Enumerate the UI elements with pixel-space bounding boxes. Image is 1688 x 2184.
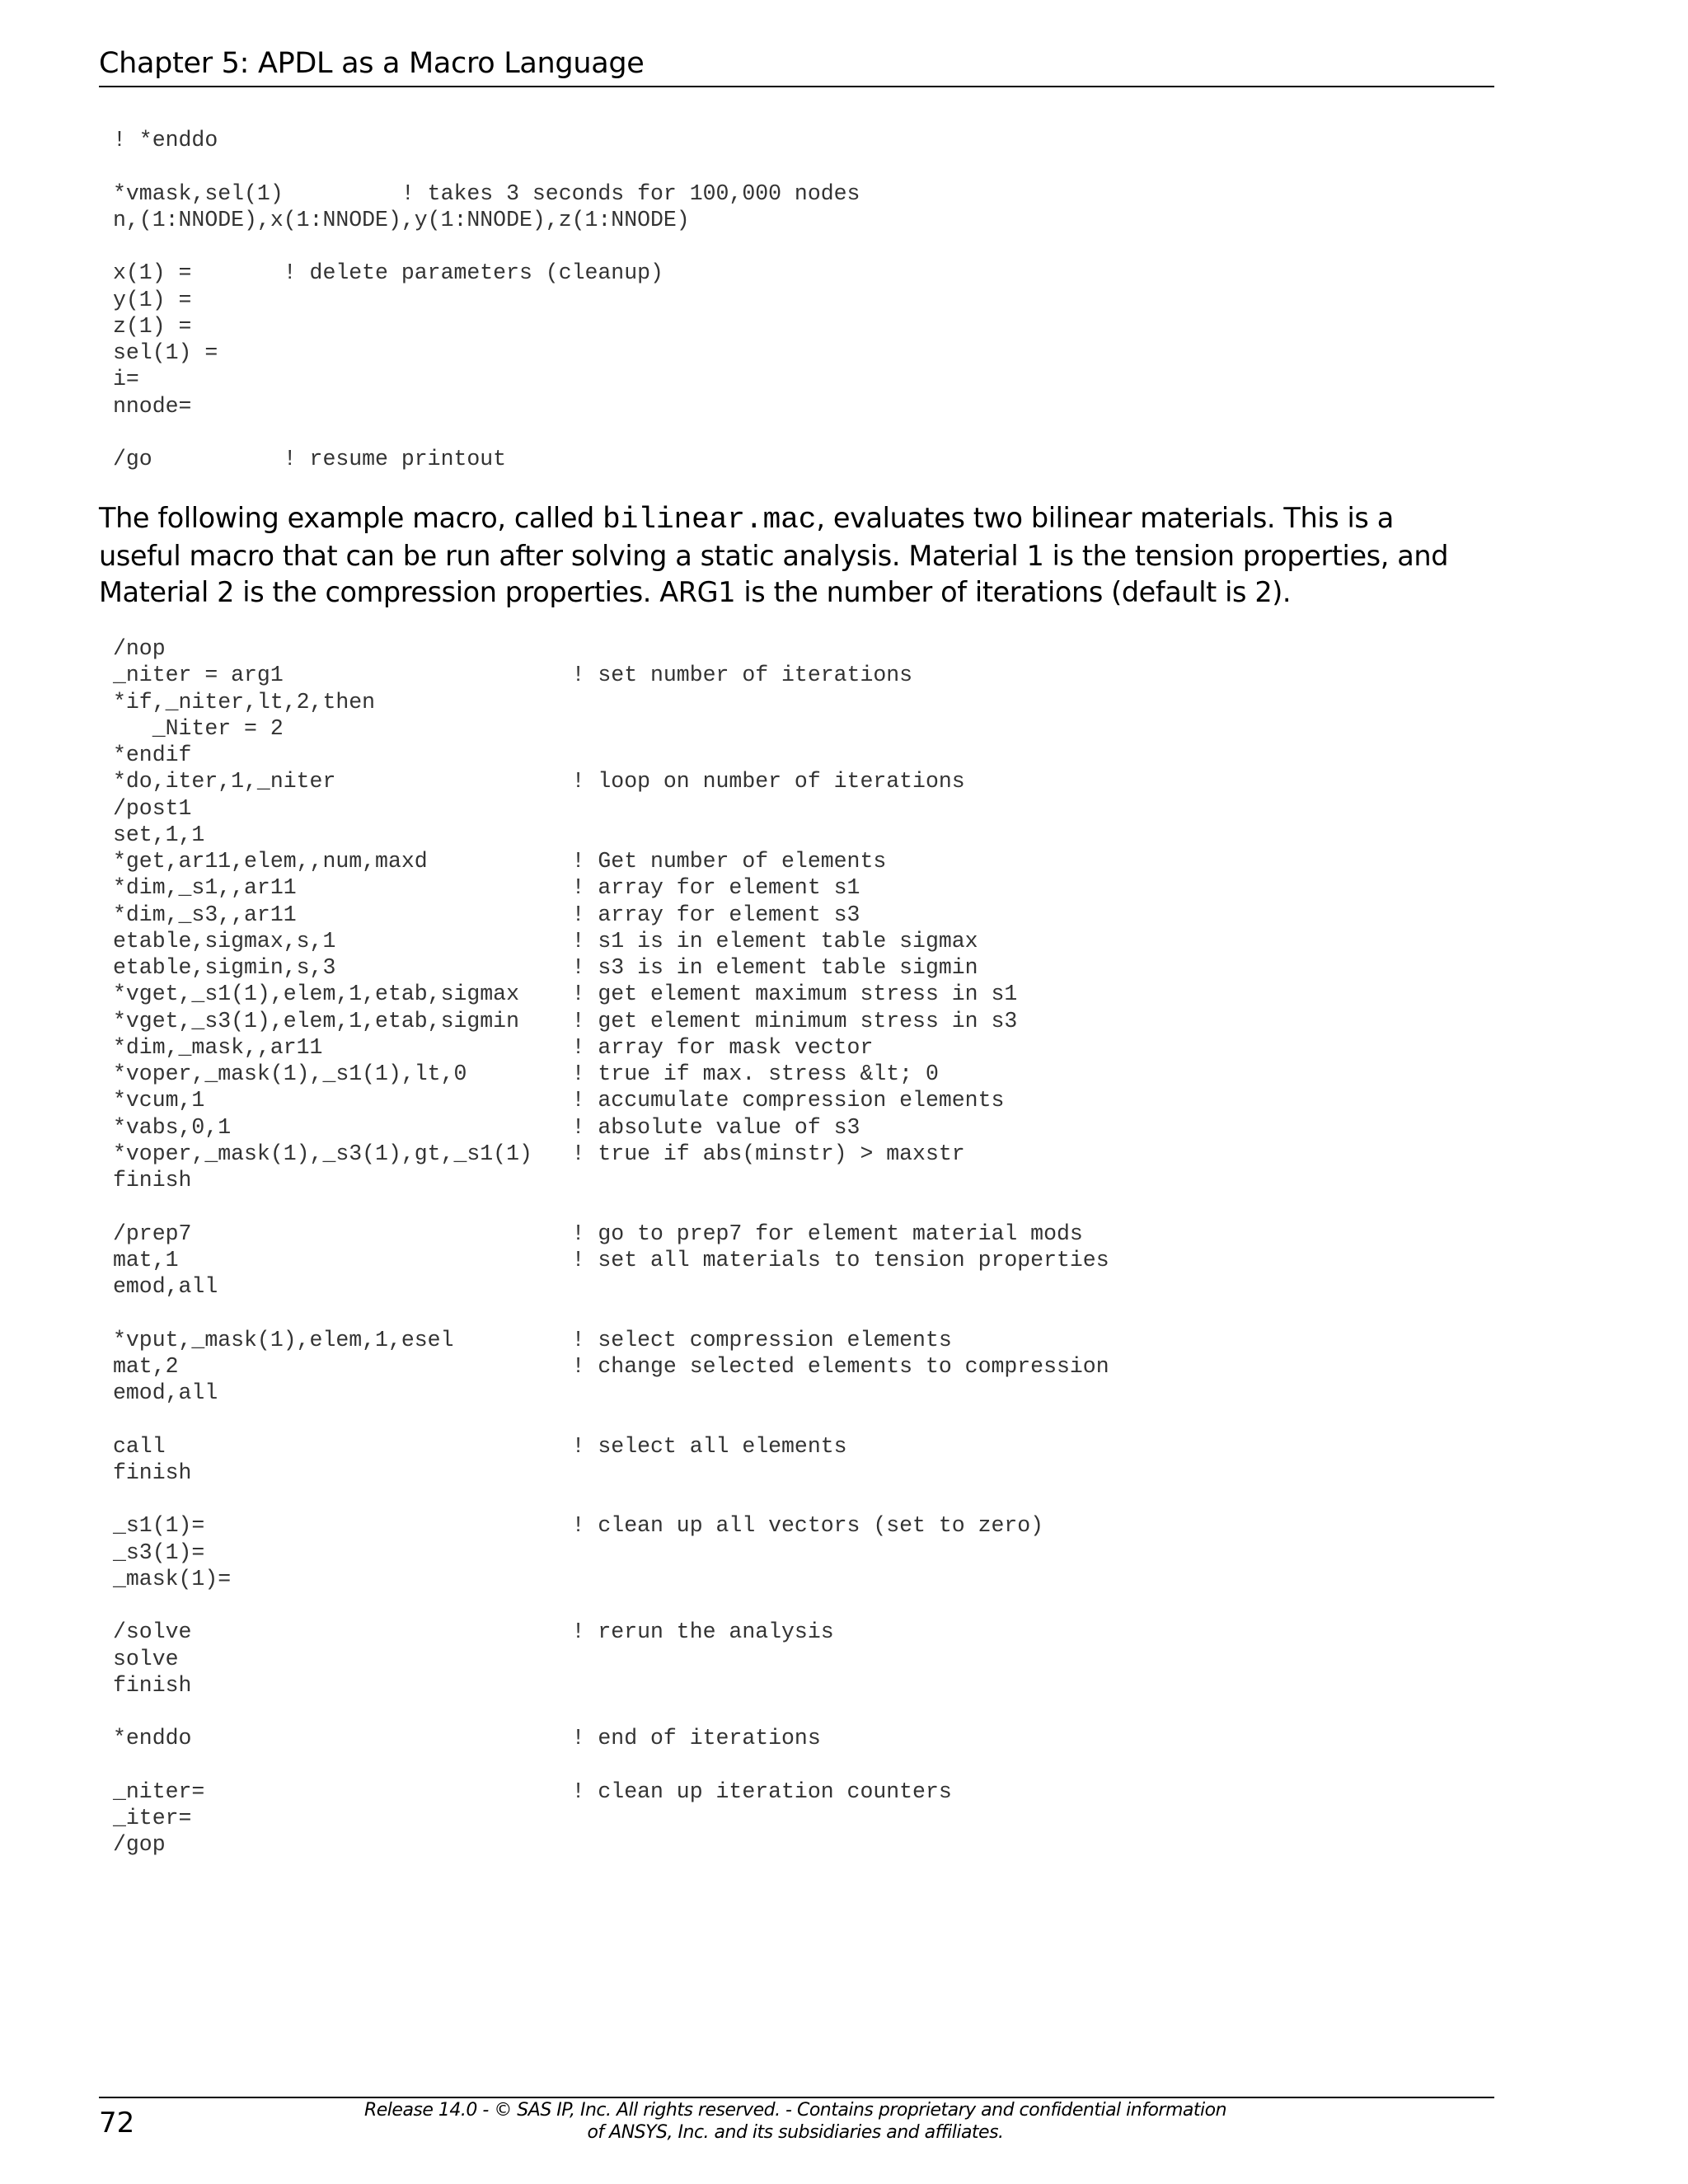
footer-line-1: Release 14.0 - © SAS IP, Inc. All rights reserved. - Contains proprietary and confidential information: [363, 2100, 1227, 2121]
page-header: [99, 43, 1494, 87]
code-block-cleanup: ! *enddo *vmask,sel(1) ! takes 3 seconds for 100,000 nodes n,(1:NNODE),x(1:NNODE),y(1:NNODE),z(1:NNODE) x(1) = ! delete parameters (cleanup) y(1) = z(1) = sel(1) = i= nnode= /go ! resume printout: [113, 128, 860, 471]
footer-divider: [99, 2097, 1494, 2098]
macro-filename: bilinear.mac: [603, 503, 817, 537]
intro-paragraph: [99, 500, 1451, 611]
chapter-title: Chapter 5: APDL as a Macro Language: [99, 47, 645, 80]
code-block-bilinear-macro: /nop _niter = arg1 ! set number of iterations *if,_niter,lt,2,then _Niter = 2 *endif *do,iter,1,_niter ! loop on number of iterations /post1 set,1,1 *get,ar11,elem,,num,maxd ! Get number of elements *dim,_s1,,ar11 ! array for element s1 *dim,_s3,,ar11 ! array for element s3 etable,sigmax,s,1 ! s1 is in element table sigmax etable,sigmin,s,3 ! s3 is in element table sigmin *vget,_s1(1),elem,1,etab,sigmax ! get element maximum stress in s1 *vget,_s3(1),elem,1,etab,sigmin ! get element minimum stress in s3 *dim,_mask,,ar11 ! array for mask vector *voper,_mask(1),_s1(1),lt,0 ! true if max. stress &lt; 0 *vcum,1 ! accumulate compression elements *vabs,0,1 ! absolute value of s3 *voper,_mask(1),_s3(1),gt,_s1(1) ! true if abs(minstr) > maxstr finish /prep7 ! go to prep7 for element material mods mat,1 ! set all materials to tension properties emod,all *vput,_mask(1),elem,1,esel ! select compression elements mat,2 ! change selected elements to compression emod,all call ! select all elements finish _s1(1)= ! clean up all vectors (set to zero) _s3(1)= _mask(1)= /solve ! rerun the analysis solve finish *enddo ! end of iterations _niter= ! clean up iteration counters _iter= /gop: [113, 636, 1109, 1858]
intro-text-after: , evaluates two bilinear materials. This is a useful macro that can be run after solving a static analysis. Material 1 is the tension properties, and Material 2 is the compression properties. ARG1 is the number of iterations (default is 2).: [99, 502, 1449, 608]
footer-copyright: [346, 2099, 1245, 2144]
intro-text-before: The following example macro, called: [99, 502, 603, 534]
footer-line-2: of ANSYS, Inc. and its subsidiaries and affiliates.: [587, 2122, 1004, 2143]
page-number: 72: [99, 2107, 135, 2139]
